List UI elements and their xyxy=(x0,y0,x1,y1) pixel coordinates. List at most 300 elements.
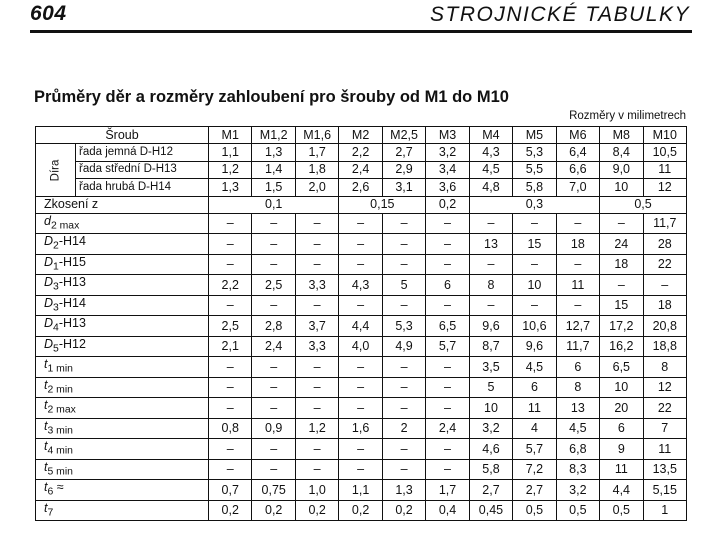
table-cell: 4,3 xyxy=(339,275,382,296)
row-label xyxy=(36,357,209,378)
row-label: řada hrubá D-H14 xyxy=(76,179,209,196)
table-cell: 28 xyxy=(643,234,686,255)
table-cell: 13 xyxy=(556,398,599,419)
column-header: M1,6 xyxy=(295,127,338,144)
table-cell: 0,3 xyxy=(469,196,599,213)
table-cell: – xyxy=(513,213,556,234)
table-cell: 2,1 xyxy=(209,336,252,357)
table-cell: – xyxy=(426,357,469,378)
parameter-symbol: D xyxy=(44,234,54,249)
table-cell: 11 xyxy=(643,161,686,178)
table-cell: 18,8 xyxy=(643,336,686,357)
table-row xyxy=(36,459,687,480)
hole-group-cell xyxy=(36,144,76,196)
table-cell: 3,5 xyxy=(469,357,512,378)
table-cell: 6 xyxy=(600,418,643,439)
parameter-subscript: 2 max xyxy=(50,220,80,232)
row-label xyxy=(36,234,209,255)
table-cell: 1,3 xyxy=(209,179,252,196)
parameter-suffix: -H14 xyxy=(58,234,86,249)
table-cell: – xyxy=(382,295,425,316)
table-cell: 4,5 xyxy=(469,161,512,178)
table-cell: 1,8 xyxy=(295,161,338,178)
table-cell: 16,2 xyxy=(600,336,643,357)
table-cell: 1,4 xyxy=(252,161,295,178)
parameter-symbol: d xyxy=(44,213,51,228)
column-header: M10 xyxy=(643,127,686,144)
row-label xyxy=(36,336,209,357)
table-cell: – xyxy=(209,234,252,255)
table-cell: 10 xyxy=(600,377,643,398)
table-cell: – xyxy=(209,459,252,480)
table-cell: 9,6 xyxy=(513,336,556,357)
table-cell: 2,2 xyxy=(339,144,382,161)
table-cell: – xyxy=(252,234,295,255)
parameter-subscript: 7 xyxy=(47,507,54,519)
column-header: M3 xyxy=(426,127,469,144)
table-cell: 6,5 xyxy=(426,316,469,337)
table-cell: 0,2 xyxy=(209,500,252,521)
row-label xyxy=(36,377,209,398)
table-cell: 3,2 xyxy=(426,144,469,161)
table-cell: 5 xyxy=(469,377,512,398)
table-row xyxy=(36,179,687,196)
table-cell: 17,2 xyxy=(600,316,643,337)
parameter-suffix: ≈ xyxy=(53,480,64,495)
table-cell: – xyxy=(469,254,512,275)
table-cell: 6,5 xyxy=(600,357,643,378)
table-cell: 11 xyxy=(600,459,643,480)
column-header: M5 xyxy=(513,127,556,144)
table-cell: 20 xyxy=(600,398,643,419)
table-cell: – xyxy=(295,295,338,316)
table-row xyxy=(36,275,687,296)
table-cell: – xyxy=(209,254,252,275)
table-cell: 12,7 xyxy=(556,316,599,337)
table-cell: – xyxy=(426,295,469,316)
table-cell: 9,6 xyxy=(469,316,512,337)
parameter-suffix: -H12 xyxy=(58,336,86,351)
table-row xyxy=(36,439,687,460)
parameter-suffix: -H13 xyxy=(58,275,86,290)
column-header: M2 xyxy=(339,127,382,144)
parameter-symbol: t xyxy=(44,500,48,515)
parameter-subscript: 1 xyxy=(53,261,59,273)
parameter-subscript: 2 min xyxy=(47,384,73,396)
parameter-subscript: 6 xyxy=(47,486,54,498)
table-cell: 4,0 xyxy=(339,336,382,357)
table-row xyxy=(36,418,687,439)
table-cell: 1,0 xyxy=(295,480,338,501)
table-cell: – xyxy=(209,377,252,398)
table-cell: 18 xyxy=(600,254,643,275)
table-cell: 5,15 xyxy=(643,480,686,501)
table-cell: 5,3 xyxy=(513,144,556,161)
parameter-symbol: D xyxy=(44,336,54,351)
table-cell: 1,1 xyxy=(339,480,382,501)
table-row xyxy=(36,144,687,161)
parameter-symbol: t xyxy=(44,480,48,495)
table-cell: 9 xyxy=(600,439,643,460)
table-cell: 2,5 xyxy=(209,316,252,337)
parameter-subscript: 4 min xyxy=(47,445,73,457)
table-row xyxy=(36,213,687,234)
parameter-suffix: -H15 xyxy=(58,254,86,269)
table-cell: 6,6 xyxy=(556,161,599,178)
table-cell: 5,7 xyxy=(426,336,469,357)
table-cell: 2,4 xyxy=(426,418,469,439)
table-cell: 13,5 xyxy=(643,459,686,480)
table-row xyxy=(36,377,687,398)
column-header: M1,2 xyxy=(252,127,295,144)
table-cell: – xyxy=(469,295,512,316)
table-cell: 7,2 xyxy=(513,459,556,480)
table-cell: – xyxy=(426,234,469,255)
table-cell: 0,9 xyxy=(252,418,295,439)
column-header: M1 xyxy=(209,127,252,144)
table-cell: – xyxy=(295,357,338,378)
table-cell: 3,2 xyxy=(469,418,512,439)
units-note: Rozměry v milimetrech xyxy=(569,110,686,122)
parameter-symbol: t xyxy=(44,459,48,474)
table-cell: 1,7 xyxy=(295,144,338,161)
table-cell: 2,7 xyxy=(382,144,425,161)
table-cell: 9,0 xyxy=(600,161,643,178)
parameter-subscript: 3 xyxy=(53,281,59,293)
table-cell: 6 xyxy=(556,357,599,378)
table-cell: 3,1 xyxy=(382,179,425,196)
table-cell: 6 xyxy=(426,275,469,296)
table-cell: 2,0 xyxy=(295,179,338,196)
table-cell: 2,6 xyxy=(339,179,382,196)
table-cell: – xyxy=(382,439,425,460)
parameter-subscript: 2 max xyxy=(47,404,76,416)
table-cell: – xyxy=(426,254,469,275)
table-cell: – xyxy=(252,459,295,480)
parameter-suffix: -H14 xyxy=(58,295,86,310)
table-cell: – xyxy=(556,213,599,234)
table-cell: – xyxy=(382,213,425,234)
page-number: 604 xyxy=(30,2,67,25)
table-cell: – xyxy=(252,439,295,460)
table-cell: 2 xyxy=(382,418,425,439)
table-cell: 2,9 xyxy=(382,161,425,178)
table-cell: 4,5 xyxy=(513,357,556,378)
table-cell: 1,7 xyxy=(426,480,469,501)
table-cell: – xyxy=(600,213,643,234)
table-cell: – xyxy=(339,234,382,255)
table-cell: – xyxy=(556,254,599,275)
table-cell: 0,4 xyxy=(426,500,469,521)
table-cell: – xyxy=(382,398,425,419)
table-cell: 5,5 xyxy=(513,161,556,178)
table-row xyxy=(36,336,687,357)
table-cell: – xyxy=(426,377,469,398)
column-header: M8 xyxy=(600,127,643,144)
table-cell: 10 xyxy=(600,179,643,196)
table-cell: 5 xyxy=(382,275,425,296)
table-cell: 8 xyxy=(469,275,512,296)
table-cell: 15 xyxy=(600,295,643,316)
parameter-subscript: 5 xyxy=(53,343,59,355)
parameter-symbol: D xyxy=(44,316,54,331)
table-cell: 1,2 xyxy=(295,418,338,439)
parameter-subscript: 2 xyxy=(53,240,59,252)
table-row xyxy=(36,398,687,419)
table-cell: 3,7 xyxy=(295,316,338,337)
table-cell: 8,3 xyxy=(556,459,599,480)
table-cell: 0,2 xyxy=(382,500,425,521)
table-cell: – xyxy=(209,439,252,460)
table-cell: – xyxy=(426,213,469,234)
dimensions-table-body xyxy=(36,127,687,521)
parameter-symbol: D xyxy=(44,275,54,290)
table-cell: 0,2 xyxy=(295,500,338,521)
table-cell: – xyxy=(339,459,382,480)
table-cell: 1,3 xyxy=(252,144,295,161)
parameter-suffix: -H13 xyxy=(58,316,86,331)
table-cell: 0,5 xyxy=(513,500,556,521)
table-cell: 4 xyxy=(513,418,556,439)
table-cell: 2,7 xyxy=(513,480,556,501)
table-cell: – xyxy=(382,254,425,275)
table-cell: 3,4 xyxy=(426,161,469,178)
table-cell: 0,75 xyxy=(252,480,295,501)
table-cell: 8 xyxy=(643,357,686,378)
row-label xyxy=(36,480,209,501)
table-cell: 2,4 xyxy=(339,161,382,178)
column-header: M2,5 xyxy=(382,127,425,144)
parameter-symbol: D xyxy=(44,295,54,310)
table-row xyxy=(36,295,687,316)
table-cell: 1,2 xyxy=(209,161,252,178)
table-cell: – xyxy=(339,439,382,460)
table-cell: – xyxy=(339,254,382,275)
table-cell: – xyxy=(600,275,643,296)
parameter-symbol: t xyxy=(44,418,48,433)
table-cell: – xyxy=(469,213,512,234)
table-cell: – xyxy=(382,459,425,480)
table-cell: – xyxy=(252,213,295,234)
table-cell: 0,2 xyxy=(252,500,295,521)
table-cell: – xyxy=(295,439,338,460)
table-cell: 5,8 xyxy=(513,179,556,196)
column-header: M6 xyxy=(556,127,599,144)
table-cell: – xyxy=(252,254,295,275)
table-cell: – xyxy=(252,398,295,419)
table-cell: 22 xyxy=(643,254,686,275)
row-label: řada střední D-H13 xyxy=(76,161,209,178)
column-header: M4 xyxy=(469,127,512,144)
table-cell: 0,8 xyxy=(209,418,252,439)
table-cell: 3,3 xyxy=(295,275,338,296)
parameter-symbol: t xyxy=(44,377,48,392)
table-cell: 11,7 xyxy=(643,213,686,234)
table-cell: 3,2 xyxy=(556,480,599,501)
table-cell: 5,8 xyxy=(469,459,512,480)
table-cell: 12 xyxy=(643,377,686,398)
table-cell: 5,3 xyxy=(382,316,425,337)
table-cell: – xyxy=(252,295,295,316)
row-label xyxy=(36,316,209,337)
table-row xyxy=(36,254,687,275)
table-row xyxy=(36,196,687,213)
table-row xyxy=(36,316,687,337)
table-cell: – xyxy=(339,213,382,234)
row-label xyxy=(36,439,209,460)
hole-group-label: Díra xyxy=(48,159,61,182)
table-cell: – xyxy=(339,398,382,419)
table-cell: – xyxy=(426,439,469,460)
row-label xyxy=(36,418,209,439)
table-row xyxy=(36,234,687,255)
table-cell: 7,0 xyxy=(556,179,599,196)
table-cell: – xyxy=(209,295,252,316)
table-cell: – xyxy=(295,234,338,255)
table-header-row xyxy=(36,127,687,144)
table-cell: – xyxy=(513,254,556,275)
table-cell: 18 xyxy=(643,295,686,316)
table-cell: 0,5 xyxy=(600,500,643,521)
table-cell: 10,5 xyxy=(643,144,686,161)
table-cell: 20,8 xyxy=(643,316,686,337)
table-cell: 1,5 xyxy=(252,179,295,196)
parameter-symbol: t xyxy=(44,398,48,413)
table-cell: 4,5 xyxy=(556,418,599,439)
table-cell: – xyxy=(426,459,469,480)
table-cell: 2,4 xyxy=(252,336,295,357)
table-cell: – xyxy=(295,254,338,275)
row-label xyxy=(36,254,209,275)
row-label: řada jemná D-H12 xyxy=(76,144,209,161)
table-cell: 0,7 xyxy=(209,480,252,501)
parameter-subscript: 5 min xyxy=(47,466,73,478)
table-cell: 0,5 xyxy=(556,500,599,521)
table-cell: – xyxy=(556,295,599,316)
row-label xyxy=(36,459,209,480)
table-cell: – xyxy=(339,295,382,316)
table-cell: – xyxy=(339,357,382,378)
table-cell: 2,5 xyxy=(252,275,295,296)
table-cell: 4,8 xyxy=(469,179,512,196)
table-cell: 0,15 xyxy=(339,196,426,213)
row-label: Zkosení z xyxy=(36,196,209,213)
table-cell: – xyxy=(295,213,338,234)
table-cell: 8,7 xyxy=(469,336,512,357)
table-cell: – xyxy=(295,398,338,419)
table-cell: 22 xyxy=(643,398,686,419)
parameter-subscript: 3 xyxy=(53,302,59,314)
table-cell: 7 xyxy=(643,418,686,439)
table-cell: – xyxy=(209,357,252,378)
table-cell: 4,9 xyxy=(382,336,425,357)
table-cell: 13 xyxy=(469,234,512,255)
parameter-symbol: t xyxy=(44,439,48,454)
table-cell: 10,6 xyxy=(513,316,556,337)
table-cell: 11 xyxy=(643,439,686,460)
table-cell: – xyxy=(252,377,295,398)
table-cell: 11,7 xyxy=(556,336,599,357)
table-cell: – xyxy=(382,357,425,378)
table-cell: – xyxy=(295,377,338,398)
table-cell: 6 xyxy=(513,377,556,398)
table-cell: 4,6 xyxy=(469,439,512,460)
table-cell: – xyxy=(513,295,556,316)
table-cell: – xyxy=(382,377,425,398)
table-cell: 11 xyxy=(556,275,599,296)
table-cell: 8,4 xyxy=(600,144,643,161)
table-cell: 0,45 xyxy=(469,500,512,521)
table-cell: 12 xyxy=(643,179,686,196)
table-cell: 10 xyxy=(469,398,512,419)
table-cell: 24 xyxy=(600,234,643,255)
table-cell: 2,2 xyxy=(209,275,252,296)
parameter-subscript: 3 min xyxy=(47,425,73,437)
table-cell: 1 xyxy=(643,500,686,521)
book-title: STROJNICKÉ TABULKY xyxy=(430,3,690,26)
table-cell: – xyxy=(209,398,252,419)
row-label xyxy=(36,275,209,296)
table-row xyxy=(36,500,687,521)
row-label xyxy=(36,295,209,316)
row-label xyxy=(36,213,209,234)
table-cell: 0,2 xyxy=(339,500,382,521)
table-cell: – xyxy=(295,459,338,480)
table-cell: – xyxy=(252,357,295,378)
table-cell: 1,1 xyxy=(209,144,252,161)
parameter-subscript: 1 min xyxy=(47,363,73,375)
table-cell: 4,4 xyxy=(600,480,643,501)
table-cell: 6,4 xyxy=(556,144,599,161)
table-cell: 4,3 xyxy=(469,144,512,161)
table-cell: 11 xyxy=(513,398,556,419)
table-cell: – xyxy=(382,234,425,255)
section-title: Průměry děr a rozměry zahloubení pro šrouby od M1 do M10 xyxy=(34,88,509,106)
parameter-symbol: t xyxy=(44,357,48,372)
parameter-symbol: D xyxy=(44,254,54,269)
table-cell: 0,2 xyxy=(426,196,469,213)
table-row xyxy=(36,480,687,501)
row-label xyxy=(36,398,209,419)
table-cell: 4,4 xyxy=(339,316,382,337)
table-cell: 8 xyxy=(556,377,599,398)
table-cell: 2,7 xyxy=(469,480,512,501)
table-row xyxy=(36,357,687,378)
table-cell: 5,7 xyxy=(513,439,556,460)
row-label xyxy=(36,500,209,521)
table-cell: 3,6 xyxy=(426,179,469,196)
table-cell: 6,8 xyxy=(556,439,599,460)
table-cell: 3,3 xyxy=(295,336,338,357)
table-cell: 0,1 xyxy=(209,196,339,213)
table-row xyxy=(36,161,687,178)
table-cell: – xyxy=(339,377,382,398)
dimensions-table xyxy=(35,126,687,521)
table-cell: 15 xyxy=(513,234,556,255)
table-cell: 1,3 xyxy=(382,480,425,501)
parameter-subscript: 4 xyxy=(53,322,59,334)
table-cell: 0,5 xyxy=(600,196,687,213)
header-label-cell: Šroub xyxy=(36,127,209,144)
table-cell: – xyxy=(426,398,469,419)
table-cell: 1,6 xyxy=(339,418,382,439)
table-cell: 2,8 xyxy=(252,316,295,337)
table-cell: – xyxy=(643,275,686,296)
table-cell: 10 xyxy=(513,275,556,296)
header-divider xyxy=(30,30,692,33)
table-cell: 18 xyxy=(556,234,599,255)
table-cell: – xyxy=(209,213,252,234)
